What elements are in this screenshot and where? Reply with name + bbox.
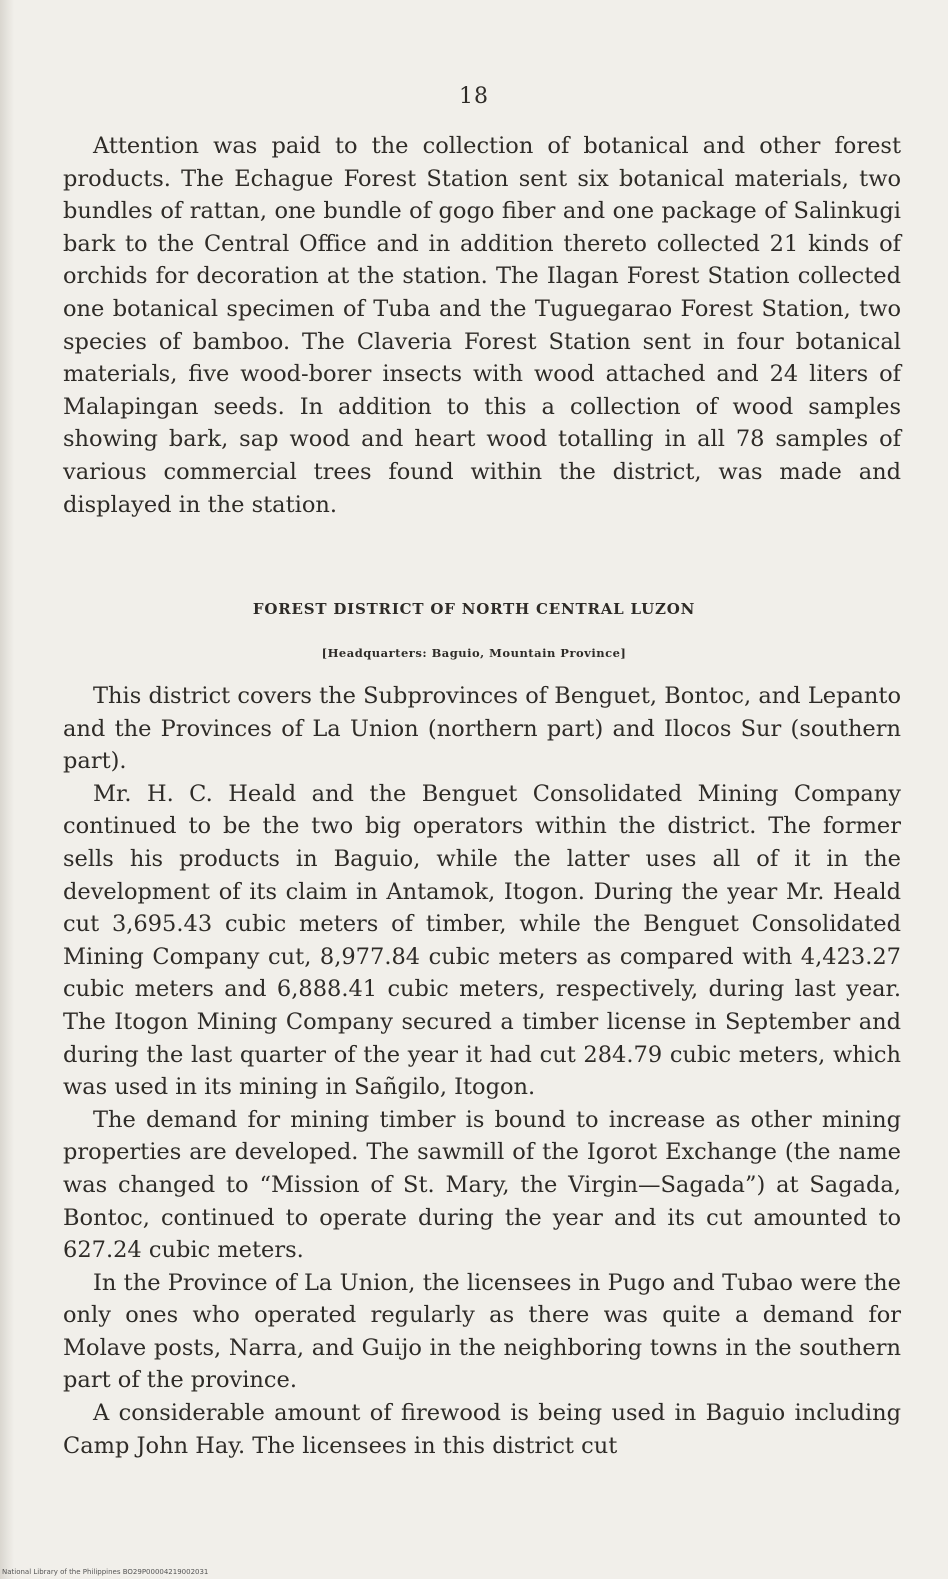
paragraph-firewood: A considerable amount of firewood is being used in Baguio including Camp John Hay. The licensees in this district cut [63,1400,901,1459]
section-heading: FOREST DISTRICT OF NORTH CENTRAL LUZON [252,600,696,618]
intro-paragraph: Attention was paid to the collection of botanical and other forest products. The Echague Forest Station sent six botanical materials, two bundles of rattan, one bundle of gogo fiber and one package of Salinkugi bark to the Central Office and in addition thereto collected 21 kinds of orchids for decoration at the station. The Ilagan Forest Station collected one botanical specimen of Tuba and the Tuguegarao Forest Station, two species of bamboo. The Claveria Forest Station sent in four botanical materials, five wood-borer insects with wood attached and 24 liters of Malapingan seeds. In addition to this a collection of wood samples showing bark, sap wood and heart wood totalling in all 78 samples of various commercial trees found within the district, was made and displayed in the station. [63,133,901,518]
intro-section [63,130,901,521]
paragraph-la-union: In the Province of La Union, the licensees in Pugo and Tubao were the only ones who operated regularly as there was quite a demand for Molave posts, Narra, and Guijo in the neighboring towns in the southern part of the province. [63,1269,901,1394]
paragraph-coverage: This district covers the Subprovinces of Benguet, Bontoc, and Lepanto and the Provinces of La Union (northern part) and Ilocos Sur (southern part). [63,683,901,775]
paragraph-mining-timber: The demand for mining timber is bound to increase as other mining properties are developed. The sawmill of the Igorot Exchange (the name was changed to “Mission of St. Mary, the Virgin—Sagada”) at Sagada, Bontoc, continued to operate during the year and its cut amounted to 627.24 cubic meters. [63,1106,901,1264]
section-subheading: [Headquarters: Baguio, Mountain Province] [321,646,627,660]
page-number: 18 [459,84,489,109]
paragraph-operators: Mr. H. C. Heald and the Benguet Consolidated Mining Company continued to be the two big operators within the district. The former sells his products in Baguio, while the latter uses all of it in the development of its claim in Antamok, Itogon. During the year Mr. Heald cut 3,695.43 cubic meters of timber, while the Benguet Consolidated Mining Company cut, 8,977.84 cubic meters as compared with 4,423.27 cubic meters and 6,888.41 cubic meters, respectively, during last year. The Itogon Mining Company secured a timber license in September and during the last quarter of the year it had cut 284.79 cubic meters, which was used in its mining in Sañgilo, Itogon. [63,780,901,1101]
source-footer-note: National Library of the Philippines BO29P00004219002031 [2,1568,209,1576]
page-edge-shadow [0,0,14,1579]
district-section [63,680,901,1462]
